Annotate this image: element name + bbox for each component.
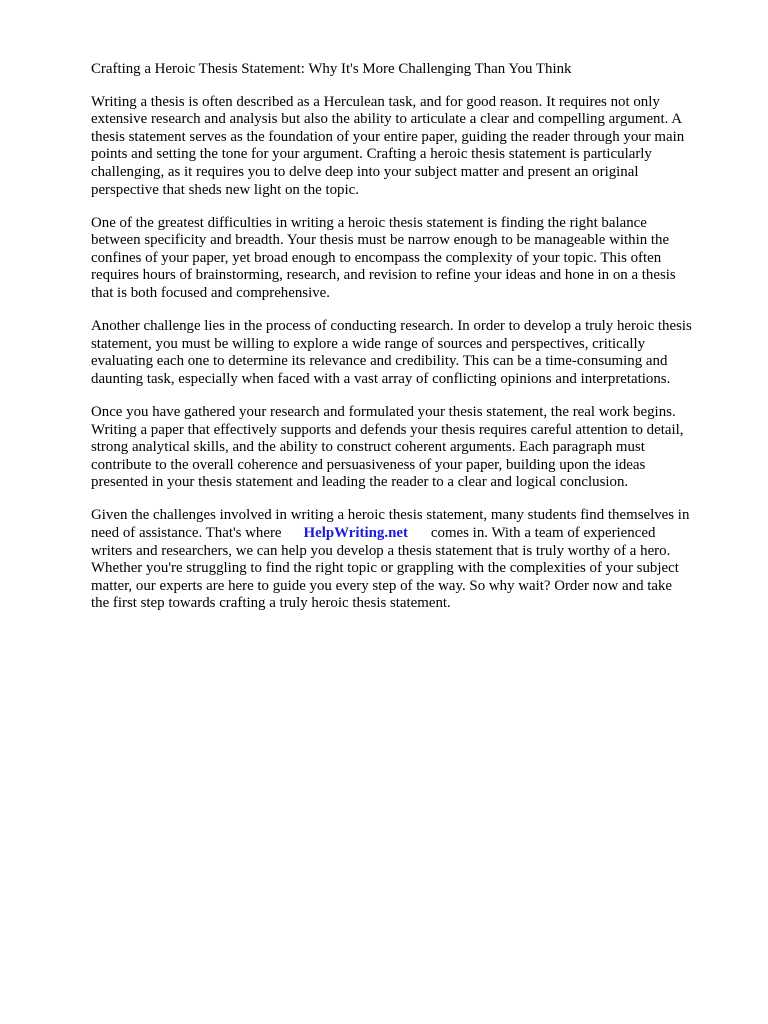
text-line: evaluating each one to determine its relevance and credibility. This can be a time-consuming and [91, 353, 668, 370]
text-line: confines of your paper, yet broad enough to encompass the complexity of your topic. This often [91, 249, 662, 266]
text-line: perspective that sheds new light on the topic. [91, 181, 359, 198]
text-line: the first step towards crafting a truly heroic thesis statement. [91, 595, 451, 612]
text-line-with-link [91, 525, 723, 543]
paragraph [91, 404, 723, 492]
document-body [91, 94, 723, 492]
text-line: presented in your thesis statement and leading the reader to a clear and logical conclusion. [91, 474, 629, 491]
text-line: points and setting the tone for your argument. Crafting a heroic thesis statement is particularly [91, 146, 652, 163]
text-line: between specificity and breadth. Your thesis must be narrow enough to be manageable within the [91, 232, 670, 249]
text-line: Writing a thesis is often described as a Herculean task, and for good reason. It requires not only [91, 93, 660, 110]
text-line: challenging, as it requires you to delve deep into your subject matter and present an original [91, 163, 639, 180]
text-line: Given the challenges involved in writing a heroic thesis statement, many students find themselves in [91, 507, 690, 524]
helpwriting-link[interactable]: HelpWriting.net [303, 525, 408, 542]
text-line: Writing a paper that effectively supports and defends your thesis requires careful attention to detail, [91, 421, 684, 438]
text-segment: need of assistance. That's where [91, 525, 282, 542]
paragraph [91, 215, 723, 303]
paragraph [91, 318, 723, 388]
paragraph-final [91, 507, 723, 613]
text-line: writers and researchers, we can help you develop a thesis statement that is truly worthy of a hero. [91, 542, 671, 559]
paragraph [91, 94, 723, 200]
text-line: extensive research and analysis but also the ability to articulate a clear and compelling argument. A [91, 111, 683, 128]
text-line: daunting task, especially when faced with a vast array of conflicting opinions and interpretations. [91, 370, 671, 387]
text-segment: comes in. With a team of experienced [430, 525, 656, 542]
text-line: requires hours of brainstorming, research, and revision to refine your ideas and hone in on a thesis [91, 267, 676, 284]
text-line: thesis statement serves as the foundation of your entire paper, guiding the reader through your main [91, 128, 685, 145]
text-line: statement, you must be willing to explore a wide range of sources and perspectives, critically [91, 335, 646, 352]
text-line: Another challenge lies in the process of conducting research. In order to develop a truly heroic thesis [91, 318, 692, 335]
text-line: One of the greatest difficulties in writing a heroic thesis statement is finding the right balance [91, 214, 647, 231]
text-line: Whether you're struggling to find the right topic or grappling with the complexities of your subject [91, 560, 679, 577]
text-line: Once you have gathered your research and formulated your thesis statement, the real work begins. [91, 404, 676, 420]
text-line: that is both focused and comprehensive. [91, 285, 331, 302]
text-line: matter, our experts are here to guide you every step of the way. So why wait? Order now and take [91, 577, 673, 594]
document-title: Crafting a Heroic Thesis Statement: Why It's More Challenging Than You Think [91, 61, 572, 77]
text-line: strong analytical skills, and the ability to construct coherent arguments. Each paragraph must [91, 439, 645, 456]
text-line: contribute to the overall coherence and persuasiveness of your paper, building upon the ideas [91, 456, 646, 473]
document-page [91, 61, 723, 629]
